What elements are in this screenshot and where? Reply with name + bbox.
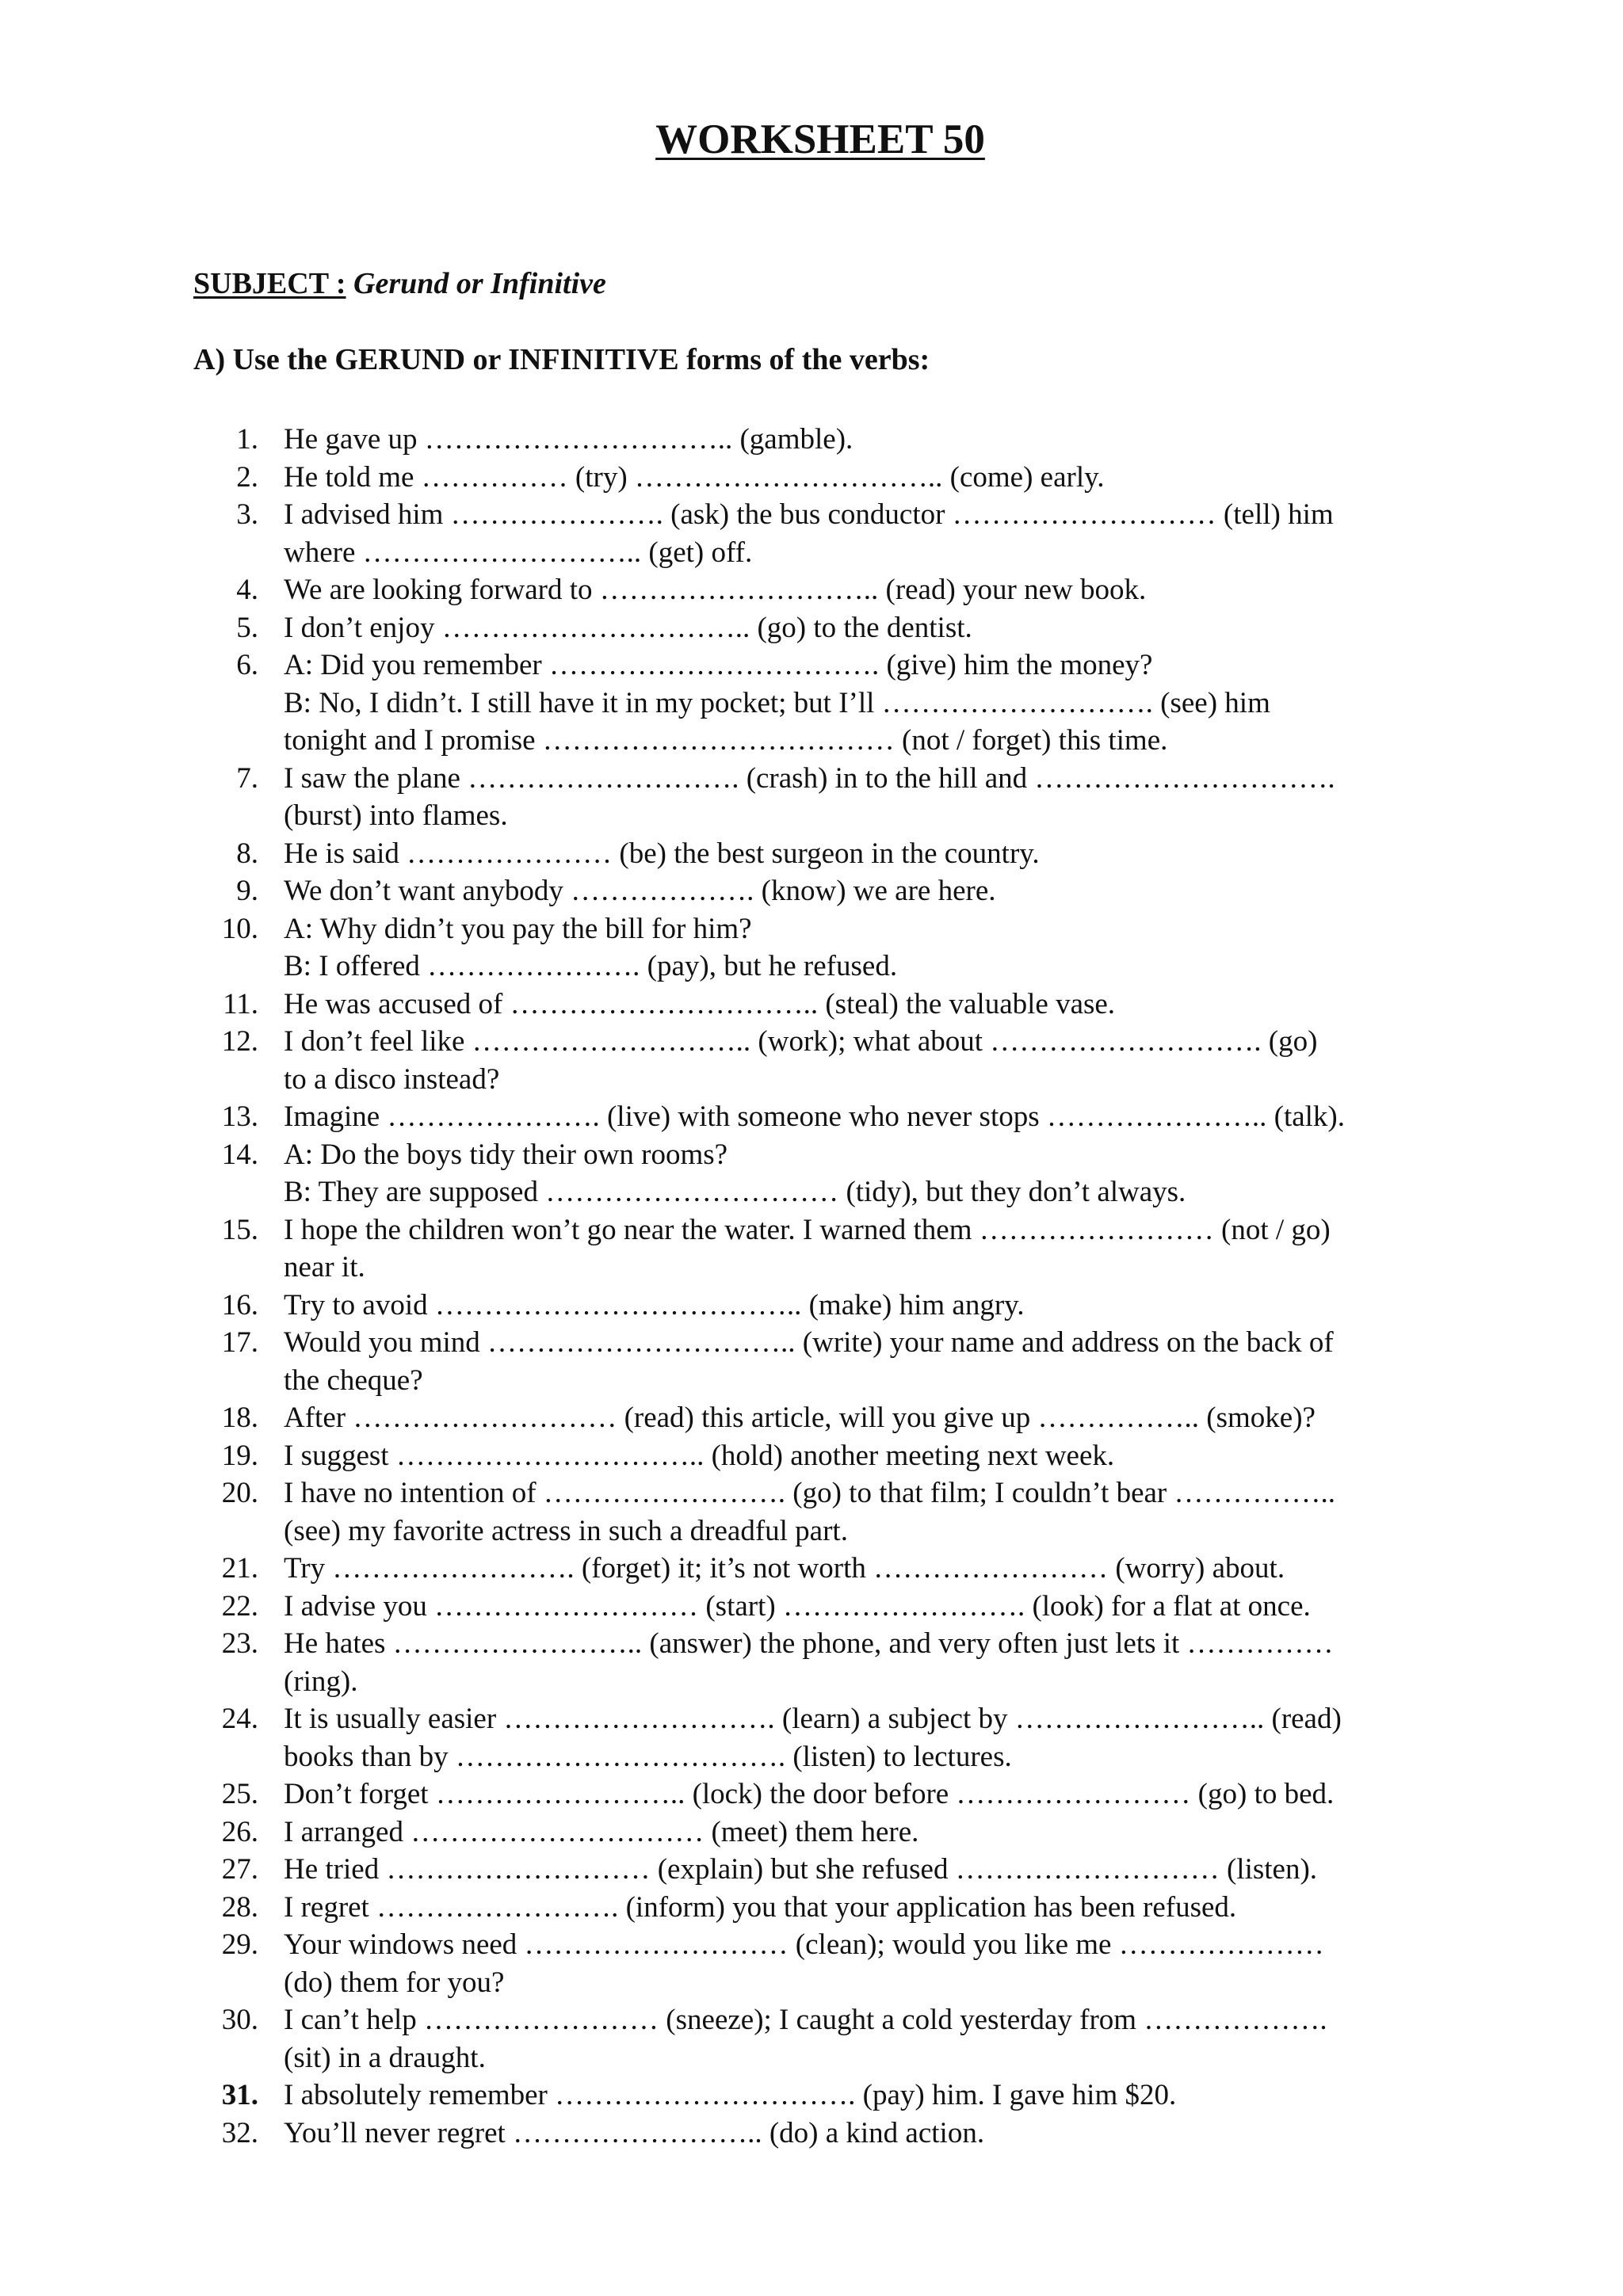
exercise-text-line: (do) them for you? bbox=[284, 1966, 505, 1999]
exercise-text-line: A: Why didn’t you pay the bill for him? bbox=[284, 912, 752, 945]
exercise-text-line: I don’t enjoy ………………………….. (go) to the dentist. bbox=[284, 611, 972, 644]
exercise-text-line: tonight and I promise ……………………………… (not / forget) this time. bbox=[284, 724, 1168, 757]
exercise-text-line: (sit) in a draught. bbox=[284, 2041, 486, 2074]
exercise-text-line: It is usually easier ………………………. (learn) a subject by …………………….. (read) bbox=[284, 1703, 1342, 1735]
exercise-item bbox=[0, 496, 1472, 571]
subject-label: SUBJECT : bbox=[193, 267, 346, 300]
exercise-item bbox=[0, 1814, 1472, 1852]
exercise-number: 24. bbox=[221, 1703, 258, 1735]
exercise-number: 22. bbox=[221, 1589, 258, 1623]
exercise-item bbox=[0, 571, 1472, 609]
exercise-item bbox=[0, 421, 1472, 459]
exercise-text-line: I absolutely remember …………………………. (pay) him. I gave him $20. bbox=[284, 2079, 1177, 2111]
exercise-text-line: near it. bbox=[284, 1251, 365, 1283]
exercise-list bbox=[0, 421, 1472, 2152]
exercise-item bbox=[0, 646, 1472, 760]
exercise-text-line: Try to avoid ……………………………….. (make) him angry. bbox=[284, 1288, 1025, 1322]
exercise-number: 2. bbox=[236, 460, 258, 494]
exercise-number: 28. bbox=[221, 1890, 258, 1924]
exercise-number: 15. bbox=[221, 1213, 258, 1246]
exercise-text-line: He hates …………………….. (answer) the phone, and very often just lets it …………… bbox=[284, 1627, 1334, 1660]
exercise-item bbox=[0, 1399, 1472, 1437]
exercise-text-line: I saw the plane ………………………. (crash) in to the hill and …………………………. bbox=[284, 761, 1335, 795]
section-a-heading: A) Use the GERUND or INFINITIVE forms of the verbs: bbox=[193, 343, 930, 376]
exercise-number: 19. bbox=[221, 1439, 258, 1472]
subject-value: Gerund or Infinitive bbox=[353, 267, 606, 300]
exercise-item bbox=[0, 1211, 1472, 1287]
exercise-item bbox=[0, 910, 1472, 986]
exercise-item bbox=[0, 1136, 1472, 1211]
exercise-number: 7. bbox=[236, 761, 258, 795]
exercise-text-line: You’ll never regret …………………….. (do) a kind action. bbox=[284, 2116, 985, 2149]
exercise-text-line: Imagine …………………. (live) with someone who never stops ………………….. (talk). bbox=[284, 1100, 1345, 1133]
subject-line bbox=[193, 266, 606, 301]
exercise-text-line: He told me …………… (try) ………………………….. (come) early. bbox=[284, 460, 1105, 494]
exercise-text-line: I don’t feel like ……………………….. (work); what about ………………………. (go) bbox=[284, 1025, 1318, 1058]
exercise-item bbox=[0, 1023, 1472, 1098]
exercise-number: 11. bbox=[223, 987, 258, 1020]
exercise-item bbox=[0, 1625, 1472, 1700]
exercise-text-line: I advise you ……………………… (start) ……………………. (look) for a flat at once. bbox=[284, 1589, 1311, 1623]
exercise-text-line: (ring). bbox=[284, 1665, 358, 1698]
exercise-item bbox=[0, 760, 1472, 835]
exercise-item bbox=[0, 459, 1472, 497]
exercise-number: 8. bbox=[236, 837, 258, 870]
exercise-number: 31. bbox=[221, 2079, 258, 2111]
exercise-item bbox=[0, 1889, 1472, 1927]
exercise-text-line: We don’t want anybody ………………. (know) we are here. bbox=[284, 875, 996, 907]
exercise-item bbox=[0, 1550, 1472, 1588]
exercise-item bbox=[0, 1851, 1472, 1889]
exercise-text-line: He tried ……………………… (explain) but she refused ……………………… (listen). bbox=[284, 1853, 1318, 1886]
exercise-text-line: books than by ……………………………. (listen) to lectures. bbox=[284, 1740, 1012, 1773]
worksheet-title: WORKSHEET 50 bbox=[655, 116, 985, 162]
exercise-text-line: He gave up ………………………….. (gamble). bbox=[284, 423, 854, 456]
exercise-number: 13. bbox=[221, 1100, 258, 1133]
exercise-text-line: He was accused of ………………………….. (steal) the valuable vase. bbox=[284, 987, 1116, 1020]
exercise-number: 30. bbox=[221, 2004, 258, 2036]
exercise-number: 29. bbox=[221, 1928, 258, 1961]
exercise-text-line: After ……………………… (read) this article, will you give up …………….. (smoke)? bbox=[284, 1402, 1316, 1434]
exercise-item bbox=[0, 1775, 1472, 1814]
exercise-text-line: I suggest ………………………….. (hold) another meeting next week. bbox=[284, 1439, 1115, 1472]
exercise-number: 25. bbox=[221, 1778, 258, 1810]
exercise-text-line: B: No, I didn’t. I still have it in my pocket; but I’ll ………………………. (see) him bbox=[284, 686, 1270, 719]
exercise-text-line: where ……………………….. (get) off. bbox=[284, 536, 753, 569]
exercise-number: 20. bbox=[221, 1477, 258, 1509]
exercise-number: 27. bbox=[221, 1853, 258, 1886]
exercise-item bbox=[0, 1588, 1472, 1626]
exercise-text-line: Try ……………………. (forget) it; it’s not worth …………………… (worry) about. bbox=[284, 1552, 1285, 1585]
exercise-item bbox=[0, 1287, 1472, 1325]
exercise-number: 6. bbox=[236, 649, 258, 681]
exercise-number: 26. bbox=[221, 1815, 258, 1848]
exercise-text-line: (burst) into flames. bbox=[284, 799, 508, 832]
exercise-item bbox=[0, 986, 1472, 1024]
exercise-number: 4. bbox=[236, 574, 258, 606]
exercise-text-line: the cheque? bbox=[284, 1363, 423, 1397]
exercise-text-line: I have no intention of ……………………. (go) to that film; I couldn’t bear …………….. bbox=[284, 1477, 1335, 1509]
exercise-item bbox=[0, 2077, 1472, 2115]
exercise-number: 17. bbox=[221, 1326, 258, 1359]
exercise-text-line: I regret ……………………. (inform) you that your application has been refused. bbox=[284, 1890, 1237, 1924]
exercise-item bbox=[0, 1474, 1472, 1550]
exercise-item bbox=[0, 2115, 1472, 2153]
exercise-text-line: I arranged ………………………… (meet) them here. bbox=[284, 1815, 919, 1848]
exercise-text-line: A: Do the boys tidy their own rooms? bbox=[284, 1138, 728, 1171]
exercise-text-line: We are looking forward to ……………………….. (read) your new book. bbox=[284, 574, 1147, 606]
exercise-number: 18. bbox=[221, 1402, 258, 1434]
exercise-number: 21. bbox=[221, 1552, 258, 1585]
exercise-number: 1. bbox=[236, 423, 258, 456]
exercise-text-line: Don’t forget …………………….. (lock) the door before …………………… (go) to bed. bbox=[284, 1778, 1335, 1810]
exercise-item bbox=[0, 1700, 1472, 1775]
exercise-item bbox=[0, 609, 1472, 647]
exercise-number: 32. bbox=[221, 2116, 258, 2149]
exercise-item bbox=[0, 2001, 1472, 2077]
exercise-text-line: B: I offered …………………. (pay), but he refused. bbox=[284, 950, 898, 982]
exercise-item bbox=[0, 835, 1472, 873]
exercise-text-line: I hope the children won’t go near the water. I warned them …………………… (not / go) bbox=[284, 1213, 1331, 1246]
exercise-text-line: Would you mind ………………………….. (write) your name and address on the back of bbox=[284, 1326, 1334, 1359]
exercise-text-line: B: They are supposed ………………………… (tidy), but they don’t always. bbox=[284, 1176, 1186, 1208]
exercise-text-line: (see) my favorite actress in such a dreadful part. bbox=[284, 1514, 848, 1547]
exercise-item bbox=[0, 1324, 1472, 1399]
exercise-text-line: He is said ………………… (be) the best surgeon in the country. bbox=[284, 837, 1040, 870]
exercise-number: 14. bbox=[221, 1138, 258, 1171]
exercise-number: 10. bbox=[221, 912, 258, 945]
exercise-text-line: A: Did you remember ……………………………. (give) him the money? bbox=[284, 649, 1153, 681]
exercise-text-line: I advised him …………………. (ask) the bus conductor ……………………… (tell) him bbox=[284, 498, 1334, 531]
exercise-number: 3. bbox=[236, 498, 258, 531]
exercise-number: 16. bbox=[221, 1288, 258, 1322]
exercise-text-line: to a disco instead? bbox=[284, 1062, 500, 1096]
exercise-number: 5. bbox=[236, 611, 258, 644]
exercise-item bbox=[0, 1098, 1472, 1136]
exercise-item bbox=[0, 872, 1472, 910]
exercise-item bbox=[0, 1926, 1472, 2001]
exercise-number: 12. bbox=[221, 1025, 258, 1058]
exercise-number: 9. bbox=[236, 875, 258, 907]
exercise-text-line: I can’t help …………………… (sneeze); I caught a cold yesterday from ………………. bbox=[284, 2004, 1327, 2036]
exercise-item bbox=[0, 1437, 1472, 1475]
exercise-text-line: Your windows need ……………………… (clean); would you like me ………………… bbox=[284, 1928, 1324, 1961]
exercise-number: 23. bbox=[221, 1627, 258, 1660]
